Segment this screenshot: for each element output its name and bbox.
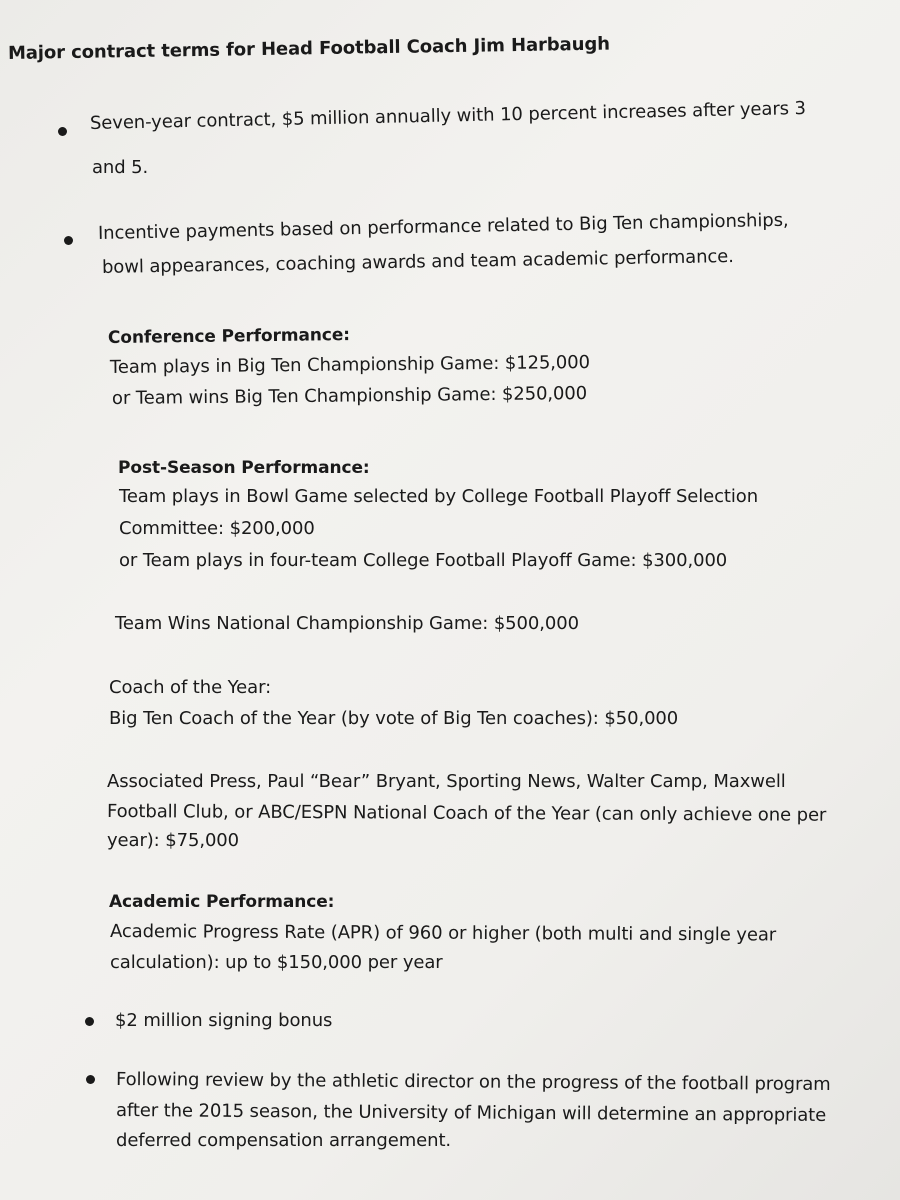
national-coach-line-2: Football Club, or ABC/ESPN National Coach of the Year (can only achieve one per	[106, 801, 827, 826]
bullet-4-line-3: deferred compensation arrangement.	[116, 1130, 452, 1151]
bullet-1-line-1: Seven-year contract, $5 million annually with 10 percent increases after years 3	[89, 98, 807, 134]
bullet-1-line-2: and 5.	[92, 157, 149, 178]
academic-line-1: Academic Progress Rate (APR) of 960 or higher (both multi and single year	[109, 921, 777, 946]
postseason-line-2: Committee: $200,000	[119, 518, 315, 539]
bullet-2-line-1: Incentive payments based on performance related to Big Ten championships,	[97, 209, 789, 244]
conference-heading: Conference Performance:	[107, 325, 351, 348]
postseason-heading: Post-Season Performance:	[118, 458, 370, 478]
bullet-marker	[64, 236, 73, 245]
academic-line-2: calculation): up to $150,000 per year	[110, 952, 443, 973]
bullet-marker	[85, 1017, 94, 1026]
conference-line-1: Team plays in Big Ten Championship Game: $125,000	[109, 351, 591, 378]
academic-heading: Academic Performance:	[109, 892, 335, 912]
postseason-line-3: or Team plays in four-team College Football Playoff Game: $300,000	[119, 550, 728, 571]
document-title: Major contract terms for Head Football Coach Jim Harbaugh	[7, 33, 611, 64]
bullet-2-line-2: bowl appearances, coaching awards and team academic performance.	[101, 245, 734, 278]
coach-of-year-line-1: Big Ten Coach of the Year (by vote of Big Ten coaches): $50,000	[109, 708, 679, 729]
bullet-3-line-1: $2 million signing bonus	[115, 1010, 333, 1031]
coach-of-year-heading: Coach of the Year:	[109, 677, 272, 698]
conference-line-2: or Team wins Big Ten Championship Game: $250,000	[111, 383, 588, 409]
national-coach-line-3: year): $75,000	[107, 830, 240, 851]
bullet-marker	[58, 127, 67, 136]
bullet-4-line-1: Following review by the athletic director on the progress of the football program	[115, 1069, 831, 1095]
bullet-4-line-2: after the 2015 season, the University of Michigan will determine an appropriate	[115, 1100, 827, 1126]
bullet-marker	[86, 1075, 95, 1084]
national-championship-line: Team Wins National Championship Game: $500,000	[115, 613, 579, 634]
postseason-line-1: Team plays in Bowl Game selected by College Football Playoff Selection	[119, 486, 759, 507]
national-coach-line-1: Associated Press, Paul “Bear” Bryant, Sporting News, Walter Camp, Maxwell	[107, 771, 786, 792]
